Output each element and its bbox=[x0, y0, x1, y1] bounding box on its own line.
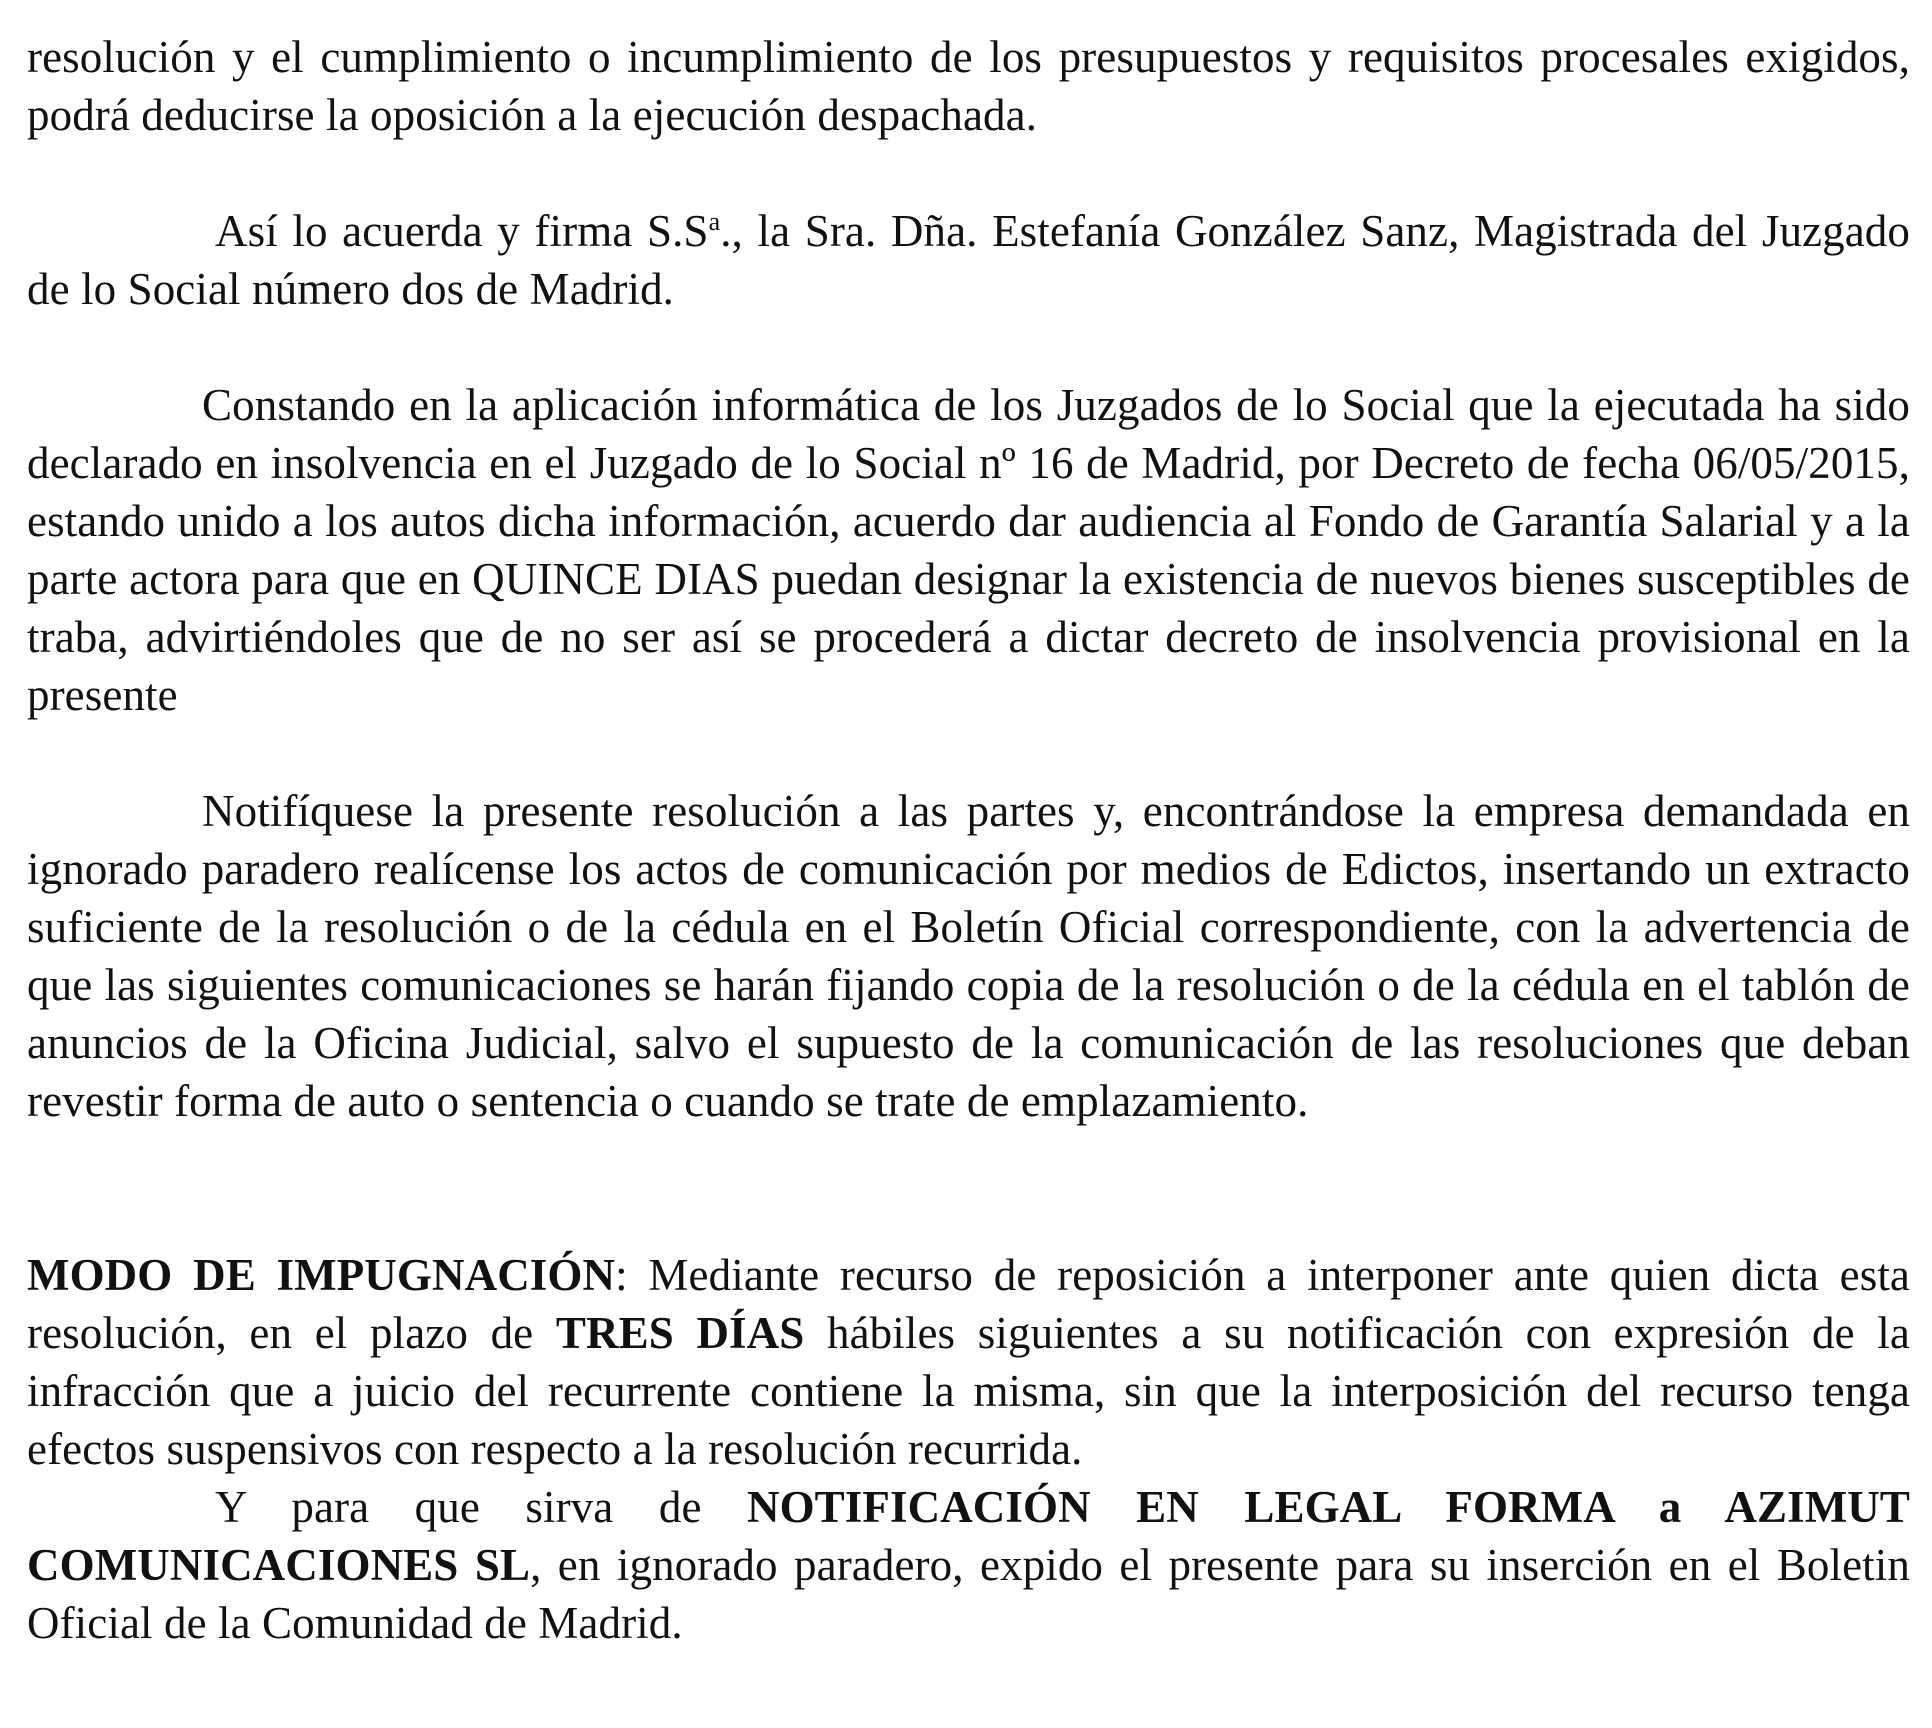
paragraph-signature-text-a: Así lo acuerda y firma S.S bbox=[215, 206, 709, 256]
legal-notice-bold: NOTIFICACIÓN EN LEGAL FORMA a AZIMUT COMUNICACIONES SL bbox=[27, 1482, 1910, 1590]
paragraph-opposition bbox=[27, 28, 1910, 144]
impugnation-heading: MODO DE IMPUGNACIÓN bbox=[27, 1250, 616, 1300]
paragraph-notification bbox=[27, 782, 1910, 1130]
impugnation-text-b: hábiles siguientes a su notificación con expresión de la infracción que a juicio del recurrente contiene la misma, sin que la interposición del recurso tenga efectos suspensivos con respecto a la resolución recurrida. bbox=[27, 1308, 1910, 1474]
impugnation-days: TRES DÍAS bbox=[555, 1308, 805, 1358]
paragraph-notification-text: Notifíquese la presente resolución a las partes y, encontrándose la empresa demandada en ignorado paradero realícense los actos de comunicación por medios de Edictos, insertando un extracto suficiente de la resolución o de la cédula en el Boletín Oficial correspondiente, con la advertencia de que las siguientes comunicaciones se harán fijando copia de la resolución o de la cédula en el tablón de anuncios de la Oficina Judicial, salvo el supuesto de la comunicación de las resoluciones que deban revestir forma de auto o sentencia o cuando se trate de emplazamiento. bbox=[27, 786, 1910, 1126]
legal-notice-text-a: Y para que sirva de bbox=[215, 1482, 747, 1532]
impugnation-text-a: : Mediante recurso de reposición a interponer ante quien dicta esta resolución, en el plazo de bbox=[27, 1250, 1910, 1358]
superscript-a: a bbox=[708, 207, 721, 236]
paragraph-opposition-text: resolución y el cumplimiento o incumplimiento de los presupuestos y requisitos procesales exigidos, podrá deducirse la oposición a la ejecución despachada. bbox=[27, 32, 1910, 140]
legal-notice-text-b: , en ignorado paradero, expido el presente para su inserción en el Boletin Oficial de la Comunidad de Madrid. bbox=[27, 1540, 1910, 1648]
paragraph-impugnation bbox=[27, 1246, 1910, 1478]
paragraph-insolvency-text: Constando en la aplicación informática de los Juzgados de lo Social que la ejecutada ha sido declarado en insolvencia en el Juzgado de lo Social nº 16 de Madrid, por Decreto de fecha 06/05/2015, estando unido a los autos dicha información, acuerdo dar audiencia al Fondo de Garantía Salarial y a la parte actora para que en QUINCE DIAS puedan designar la existencia de nuevos bienes susceptibles de traba, advirtiéndoles que de no ser así se procederá a dictar decreto de insolvencia provisional en la presente bbox=[27, 380, 1910, 720]
paragraph-insolvency bbox=[27, 376, 1910, 724]
paragraph-signature bbox=[27, 202, 1910, 318]
paragraph-signature-text-b: ., la Sra. Dña. Estefanía González Sanz, Magistrada del Juzgado de lo Social número dos de Madrid. bbox=[27, 206, 1910, 314]
paragraph-legal-notice bbox=[27, 1478, 1910, 1652]
